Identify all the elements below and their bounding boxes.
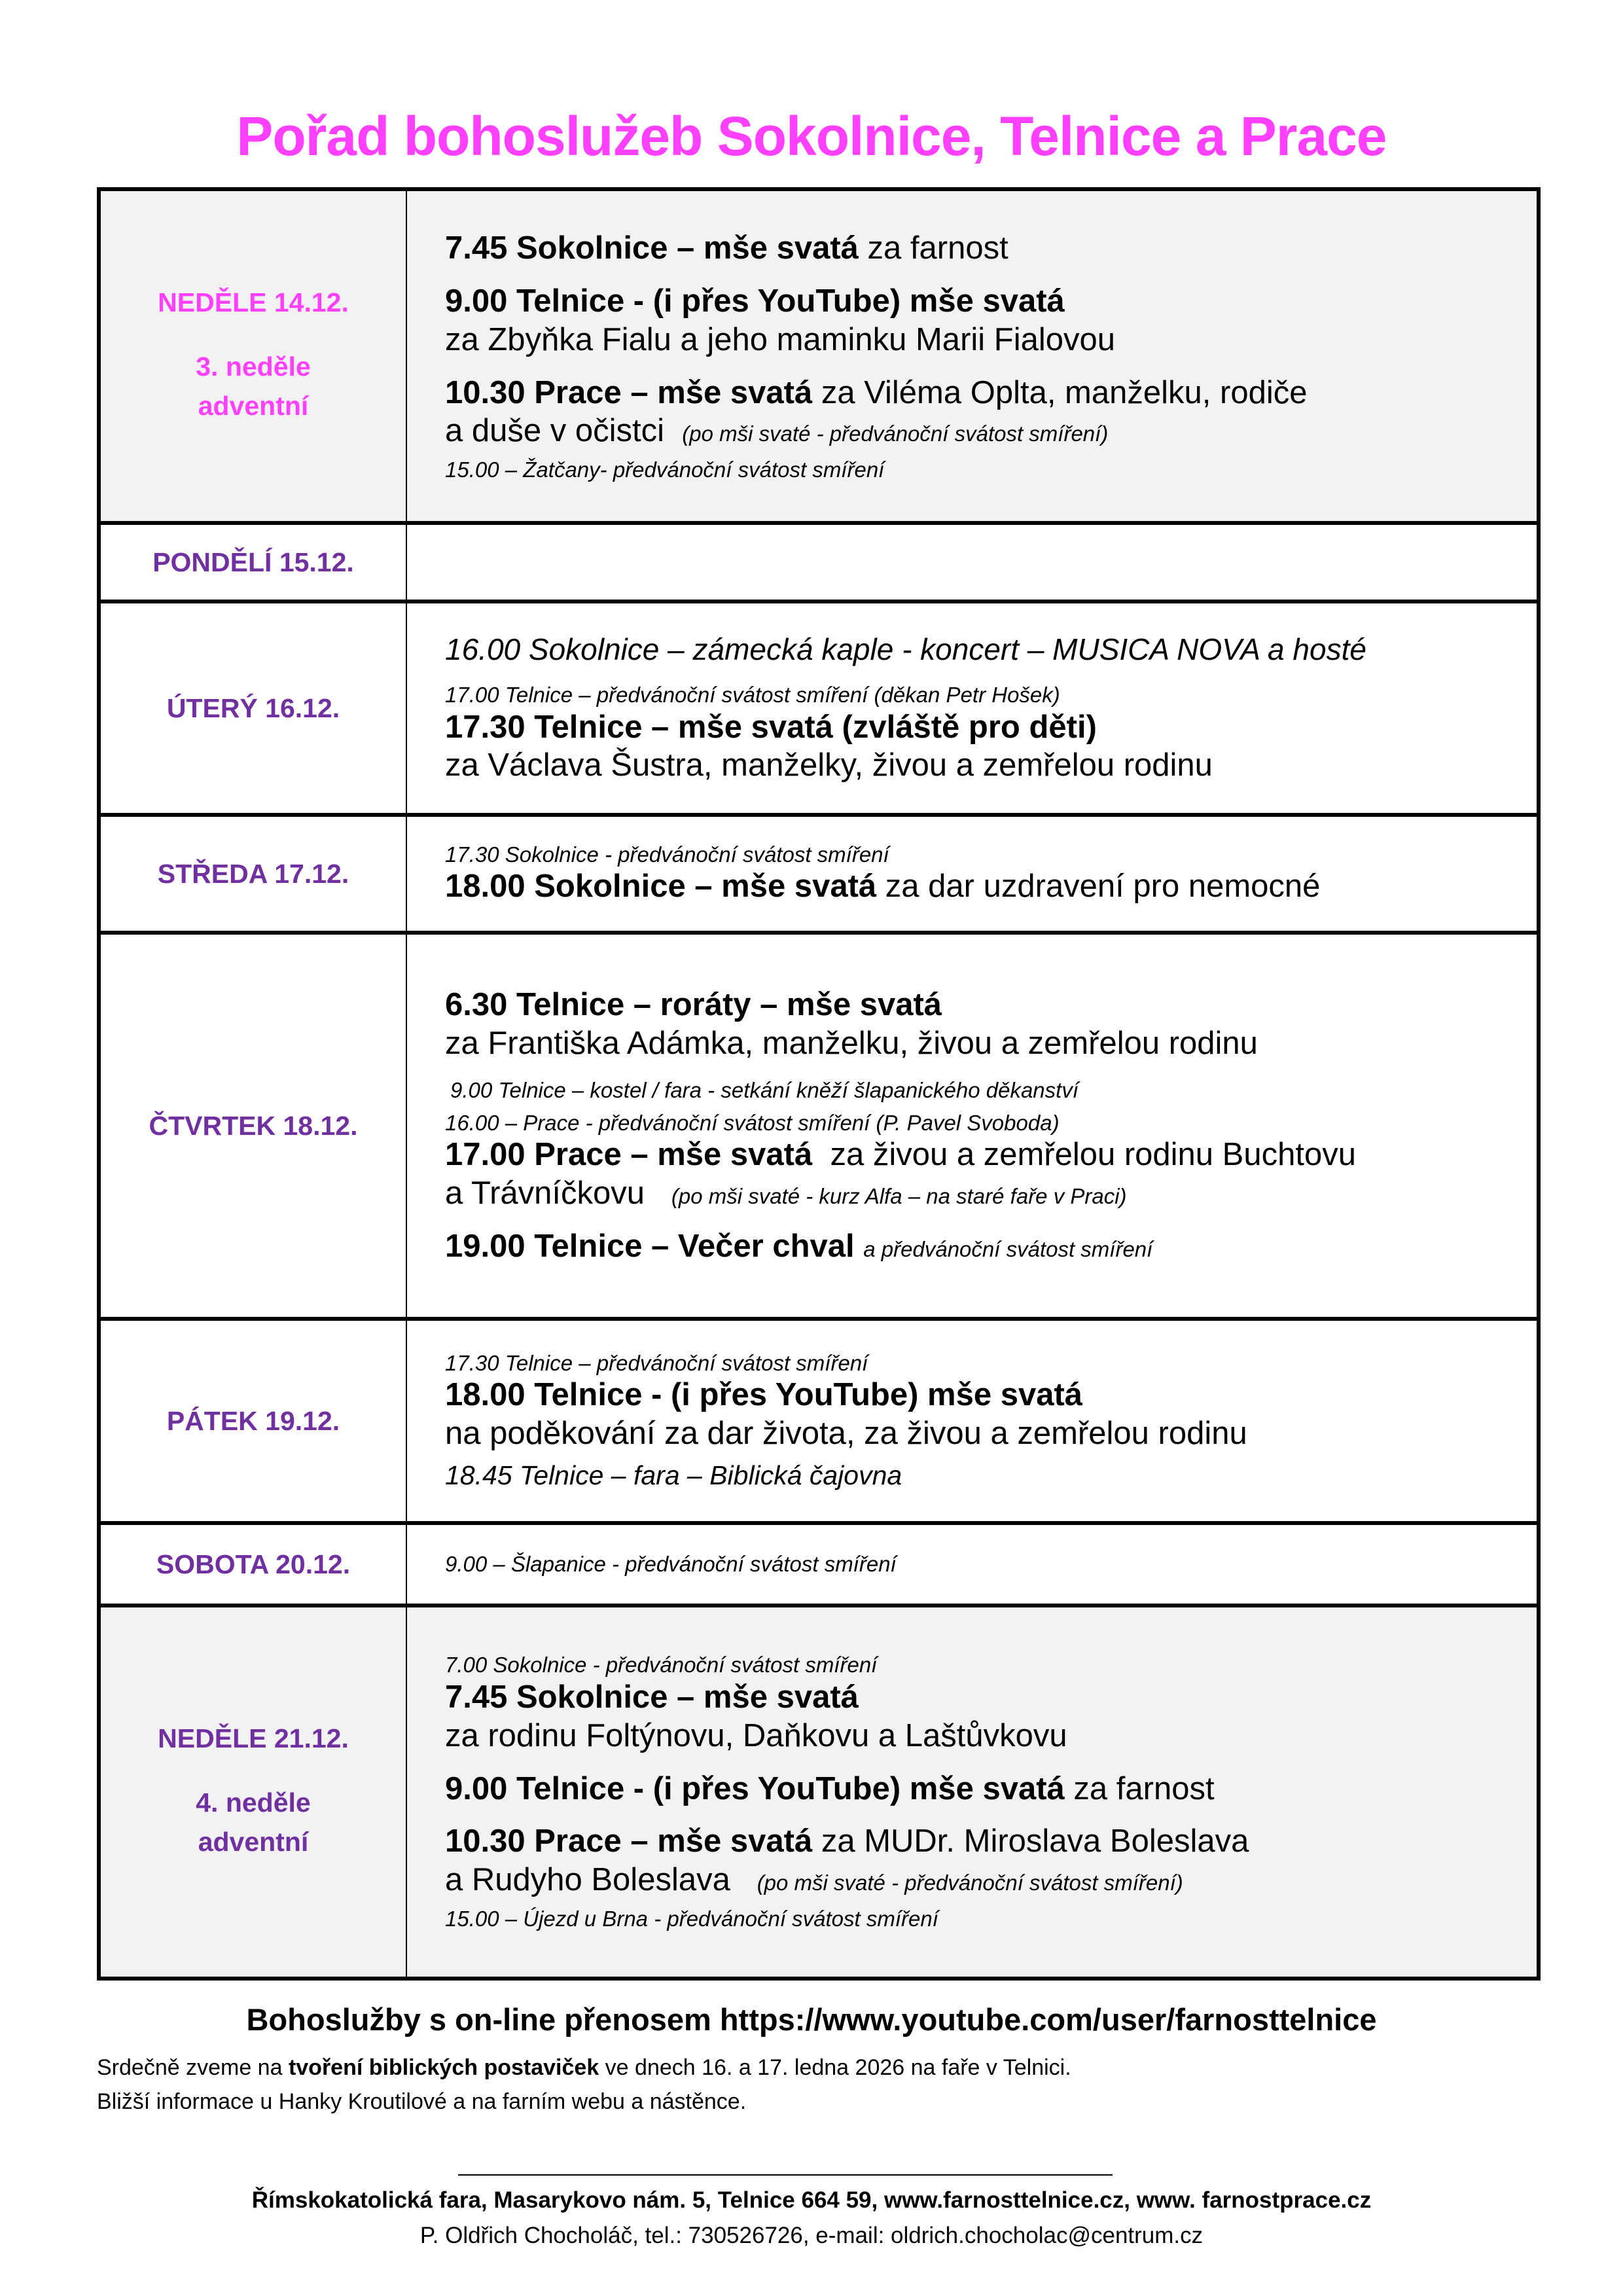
- schedule-row-thursday-18: [101, 931, 1537, 1317]
- event-line: 16.00 Sokolnice – zámecká kaple - koncert – MUSICA NOVA a hosté: [445, 632, 1366, 666]
- event-text: za Viléma Oplta, manželku, rodiče: [812, 374, 1308, 410]
- events-cell: [407, 1321, 1537, 1521]
- online-broadcast-note: [0, 2001, 1623, 2037]
- events-cell: [407, 817, 1537, 931]
- day-label: STŘEDA 17.12.: [157, 858, 349, 889]
- event-line: [445, 374, 1537, 412]
- day-sublabel-line: adventní: [198, 390, 309, 421]
- day-label: SOBOTA 20.12.: [156, 1549, 351, 1579]
- event-line: 15.00 – Žatčany- předvánoční svátost smíření: [445, 457, 885, 482]
- event-text: a Rudyho Boleslava: [445, 1862, 730, 1898]
- event-text: a Trávníčkovu: [445, 1175, 645, 1211]
- event-line: 15.00 – Újezd u Brna - předvánoční svátost smíření: [445, 1906, 938, 1931]
- day-sublabel: [196, 347, 310, 425]
- schedule-row-saturday-20: [101, 1521, 1537, 1604]
- event-line: za Zbyňka Fialu a jeho maminku Marii Fialovou: [445, 321, 1115, 357]
- event-line: [445, 1822, 1537, 1861]
- event-line: 7.00 Sokolnice - předvánoční svátost smíření: [445, 1653, 878, 1677]
- online-broadcast-label: Bohoslužby s on-line přenosem: [246, 2002, 720, 2037]
- priest-contact: P. Oldřich Chocholáč, tel.: 730526726, e-mail: oldrich.chocholac@centrum.cz: [419, 2223, 1204, 2248]
- events-cell: [407, 603, 1537, 813]
- event-line: 17.00 Telnice – předvánoční svátost smíření (děkan Petr Hošek): [445, 683, 1060, 707]
- event-bold: 7.45 Sokolnice – mše svatá: [445, 230, 859, 266]
- schedule-row-sunday-14: [101, 191, 1537, 521]
- day-sublabel-line: adventní: [198, 1826, 309, 1857]
- event-text: za farnost: [858, 230, 1008, 266]
- schedule-row-friday-19: [101, 1317, 1537, 1521]
- event-line: 9.00 Telnice – kostel / fara - setkání kněží šlapanického děkanství: [450, 1078, 1079, 1102]
- event-note: (po mši svaté - kurz Alfa – na staré faře v Praci): [671, 1183, 1127, 1208]
- day-cell: [101, 1607, 407, 1977]
- event-line: [445, 229, 1537, 268]
- parish-address: Římskokatolická fara, Masarykovo nám. 5, Telnice 664 59, www.farnosttelnice.cz, www. farnostprace.cz: [251, 2187, 1372, 2213]
- events-cell: [407, 525, 1537, 600]
- invitation-text: ve dnech 16. a 17. ledna 2026 na faře v Telnici.: [599, 2055, 1071, 2080]
- event-note: a předvánoční svátost smíření: [863, 1236, 1153, 1261]
- event-line: 9.00 – Šlapanice - předvánoční svátost smíření: [445, 1552, 897, 1577]
- event-line: 16.00 – Prace - předvánoční svátost smíření (P. Pavel Svoboda): [445, 1110, 1060, 1135]
- day-label: NEDĚLE 21.12.: [158, 1723, 349, 1753]
- schedule-row-tuesday-16: [101, 600, 1537, 813]
- event-note: (po mši svaté - předvánoční svátost smíření): [682, 422, 1109, 446]
- event-line: [445, 1174, 1537, 1213]
- event-line: [445, 1136, 1537, 1174]
- day-cell: [101, 525, 407, 600]
- event-line: 17.30 Sokolnice - předvánoční svátost smíření: [445, 842, 889, 867]
- event-line: 18.45 Telnice – fara – Biblická čajovna: [445, 1460, 902, 1490]
- event-line: 17.30 Telnice – mše svatá (zvláště pro děti): [445, 709, 1097, 745]
- event-text: a duše v očistci: [445, 413, 664, 449]
- event-line: 18.00 Telnice - (i přes YouTube) mše svatá: [445, 1377, 1083, 1413]
- invitation-text: Srdečně zveme na: [97, 2055, 289, 2080]
- day-cell: [101, 817, 407, 931]
- event-line: [445, 412, 1537, 450]
- schedule-row-monday-15: [101, 521, 1537, 600]
- day-cell: [101, 1321, 407, 1521]
- event-line: 7.45 Sokolnice – mše svatá: [445, 1679, 859, 1715]
- event-bold: 10.30 Prace – mše svatá: [445, 1823, 813, 1859]
- event-line: [445, 1770, 1537, 1808]
- event-line: za rodinu Foltýnovu, Daňkovu a Laštůvkovu: [445, 1717, 1067, 1753]
- youtube-link[interactable]: https://www.youtube.com/user/farnosttelnice: [719, 2002, 1377, 2037]
- invitation-line-1: [97, 2055, 1071, 2081]
- event-text: za MUDr. Miroslava Boleslava: [812, 1823, 1249, 1859]
- event-line: 6.30 Telnice – roráty – mše svatá: [445, 987, 942, 1023]
- schedule-row-sunday-21: [101, 1604, 1537, 1977]
- event-line: [445, 1861, 1537, 1899]
- event-text: za živou a zemřelou rodinu Buchtovu: [812, 1137, 1356, 1173]
- day-sublabel-line: 3. neděle: [196, 351, 311, 382]
- event-bold: 17.00 Prace – mše svatá: [445, 1137, 813, 1173]
- event-text: za dar uzdravení pro nemocné: [876, 869, 1321, 905]
- day-sublabel-line: 4. neděle: [196, 1787, 311, 1818]
- schedule-row-wednesday-17: [101, 813, 1537, 931]
- day-label: ÚTERÝ 16.12.: [166, 692, 340, 723]
- day-cell: [101, 935, 407, 1317]
- event-bold: 19.00 Telnice – Večer chval: [445, 1228, 855, 1264]
- event-line: za Václava Šustra, manželky, živou a zemřelou rodinu: [445, 747, 1213, 783]
- events-cell: [407, 1525, 1537, 1604]
- event-line: na poděkování za dar života, za živou a zemřelou rodinu: [445, 1416, 1247, 1452]
- day-sublabel: [196, 1783, 310, 1861]
- event-line: 9.00 Telnice - (i přes YouTube) mše svatá: [445, 283, 1065, 319]
- events-cell: [407, 191, 1537, 521]
- invitation-line-2: Bližší informace u Hanky Kroutilové a na farním webu a nástěnce.: [97, 2089, 747, 2114]
- day-label: PÁTEK 19.12.: [166, 1405, 340, 1436]
- event-line: 17.30 Telnice – předvánoční svátost smíření: [445, 1350, 868, 1375]
- event-line: za Františka Adámka, manželku, živou a zemřelou rodinu: [445, 1026, 1258, 1062]
- day-label: PONDĚLÍ 15.12.: [152, 547, 354, 577]
- event-text: za farnost: [1064, 1770, 1215, 1806]
- page-title: Pořad bohoslužeb Sokolnice, Telnice a Prace: [236, 105, 1387, 167]
- event-line: [445, 1227, 1537, 1266]
- day-cell: [101, 191, 407, 521]
- event-note: (po mši svaté - předvánoční svátost smíření): [757, 1871, 1183, 1895]
- schedule-table: [97, 187, 1541, 1981]
- day-label: ČTVRTEK 18.12.: [149, 1110, 358, 1141]
- events-cell: [407, 935, 1537, 1317]
- invitation-highlight: tvoření biblických postaviček: [288, 2055, 599, 2080]
- footer-divider: [458, 2174, 1113, 2176]
- event-bold: 18.00 Sokolnice – mše svatá: [445, 869, 877, 905]
- events-cell: [407, 1607, 1537, 1977]
- day-cell: [101, 1525, 407, 1604]
- event-bold: 9.00 Telnice - (i přes YouTube) mše svatá: [445, 1770, 1065, 1806]
- event-line: [445, 867, 1537, 906]
- day-label: NEDĚLE 14.12.: [158, 287, 349, 317]
- event-bold: 10.30 Prace – mše svatá: [445, 374, 813, 410]
- day-cell: [101, 603, 407, 813]
